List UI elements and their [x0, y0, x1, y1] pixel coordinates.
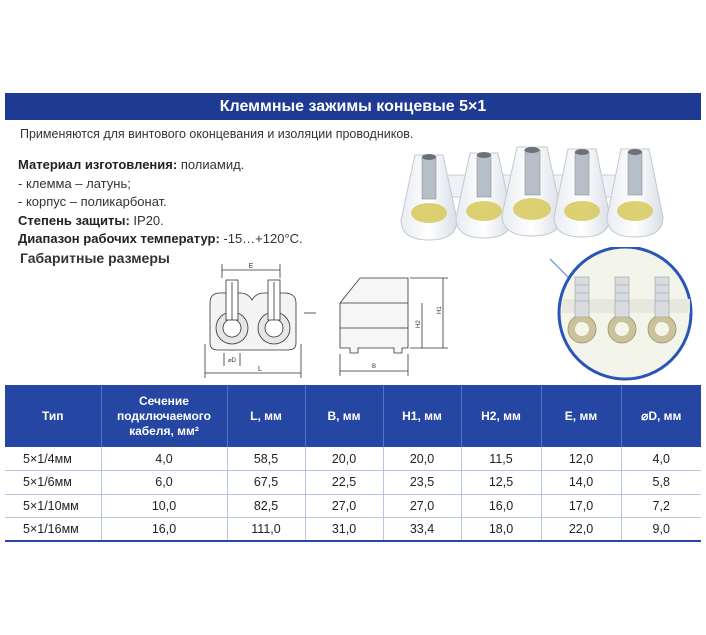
header-l: L, мм: [227, 385, 305, 447]
cell-h1: 33,4: [383, 518, 461, 542]
dimensions-title: Габаритные размеры: [20, 250, 170, 266]
cell-b: 31,0: [305, 518, 383, 542]
cell-l: 67,5: [227, 471, 305, 495]
clamp-material-line: - клемма – латунь;: [18, 175, 131, 191]
cell-b: 20,0: [305, 447, 383, 471]
temperature-value: -15…+120°C.: [219, 231, 303, 246]
cell-e: 14,0: [541, 471, 621, 495]
cell-type: 5×1/10мм: [5, 494, 101, 518]
cell-section: 10,0: [101, 494, 227, 518]
cell-section: 6,0: [101, 471, 227, 495]
cell-e: 12,0: [541, 447, 621, 471]
label-l: L: [258, 366, 262, 373]
cell-h2: 11,5: [461, 447, 541, 471]
cell-e: 22,0: [541, 518, 621, 542]
table-row: [5, 471, 701, 495]
header-h1: H1, мм: [383, 385, 461, 447]
cell-d: 4,0: [621, 447, 701, 471]
header-b: B, мм: [305, 385, 383, 447]
cell-type: 5×1/6мм: [5, 471, 101, 495]
cell-h2: 18,0: [461, 518, 541, 542]
cell-section: 16,0: [101, 518, 227, 542]
cell-e: 17,0: [541, 494, 621, 518]
page-title: Клеммные зажимы концевые 5×1: [5, 93, 701, 120]
table-header-row: [5, 385, 701, 447]
cell-d: 7,2: [621, 494, 701, 518]
cell-section: 4,0: [101, 447, 227, 471]
cell-l: 58,5: [227, 447, 305, 471]
protection-line: [18, 212, 303, 231]
cell-h1: 23,5: [383, 471, 461, 495]
header-e: E, мм: [541, 385, 621, 447]
side-view-drawing: [330, 268, 455, 378]
label-h2: H2: [416, 320, 422, 328]
cell-l: 82,5: [227, 494, 305, 518]
detail-zoom-image: [540, 247, 700, 382]
subtitle: Применяются для винтового оконцевания и изоляции проводников.: [20, 127, 414, 141]
table-row: [5, 447, 701, 471]
material-value: полиамид.: [177, 157, 245, 172]
temperature-line: [18, 230, 303, 249]
header-type: Тип: [5, 385, 101, 447]
label-d: ⌀D: [228, 358, 236, 364]
material-label: Материал изготовления:: [18, 157, 178, 172]
label-h1: H1: [437, 306, 443, 314]
protection-value: IP20.: [129, 212, 164, 228]
cell-type: 5×1/4мм: [5, 447, 101, 471]
label-b: B: [371, 364, 377, 370]
specifications: [18, 156, 303, 249]
cell-d: 5,8: [621, 471, 701, 495]
table-row: [5, 494, 701, 518]
table-row: [5, 518, 701, 542]
cell-type: 5×1/16мм: [5, 518, 101, 542]
cell-h2: 16,0: [461, 494, 541, 518]
cell-b: 22,5: [305, 471, 383, 495]
specification-table: [5, 385, 701, 542]
cell-h2: 12,5: [461, 471, 541, 495]
header-h2: H2, мм: [461, 385, 541, 447]
cell-b: 27,0: [305, 494, 383, 518]
cell-h1: 20,0: [383, 447, 461, 471]
material-line: [18, 156, 303, 175]
header-d: ⌀D, мм: [621, 385, 701, 447]
terminal-block-photo: [395, 135, 665, 250]
front-view-drawing: [200, 258, 325, 380]
cell-d: 9,0: [621, 518, 701, 542]
cell-h1: 27,0: [383, 494, 461, 518]
cell-l: 111,0: [227, 518, 305, 542]
body-material-line: - корпус – поликарбонат.: [18, 194, 167, 209]
label-e: E: [248, 263, 254, 270]
protection-label: Степень защиты:: [18, 212, 130, 228]
header-cable-section: Сечение подключаемого кабеля, мм²: [101, 385, 227, 447]
temperature-label: Диапазон рабочих температур:: [18, 231, 220, 246]
